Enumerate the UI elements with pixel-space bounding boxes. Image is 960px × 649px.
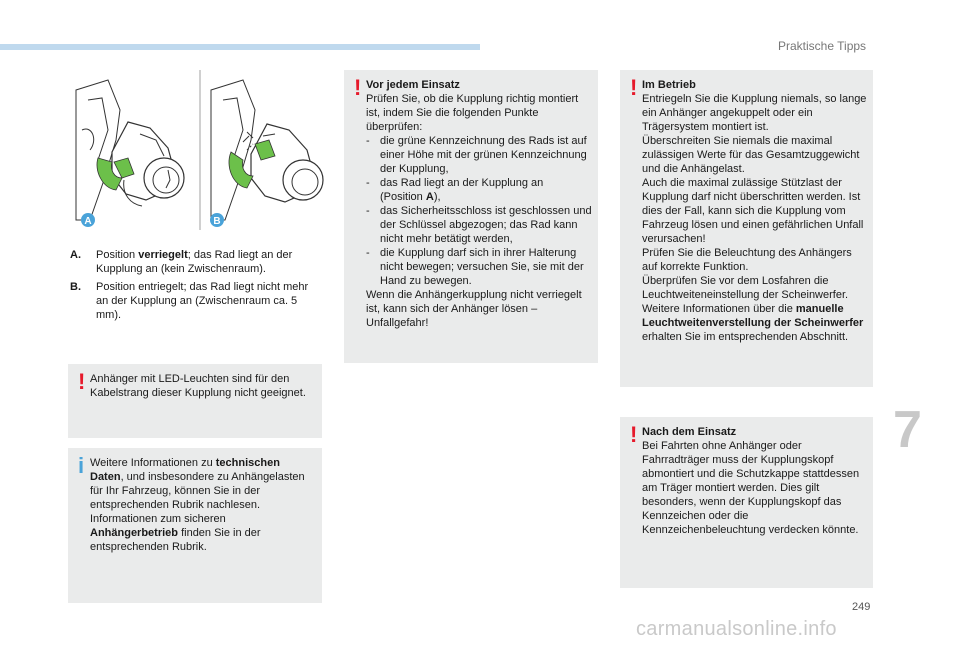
after-use-p1: Bei Fahrten ohne Anhänger oder Fahrradträger muss der Kupplungskopf abmontiert und die Schutzkappe stattdessen am Träger montiert werden. Dies gilt besonders, wenn der Kupplungskopf das Kennzeichen oder die Kennzeichenbeleuchtung verdecken könnte. [642, 440, 860, 536]
figure-b-unlocked [203, 70, 333, 230]
operation-title: Im Betrieb [642, 79, 696, 91]
page-number: 249 [852, 601, 871, 613]
section-title: Praktische Tipps [778, 39, 867, 53]
warning-icon: ! [630, 75, 638, 100]
info-paragraph-2: Informationen zum sicheren Anhängerbetrieb finden Sie in der entsprechenden Rubrik. [90, 513, 261, 553]
figure-divider [199, 70, 201, 230]
operation-p5: Überprüfen Sie vor dem Losfahren die Leuchtweiteneinstellung der Scheinwerfer. [642, 275, 849, 301]
after-use-title: Nach dem Einsatz [642, 426, 737, 438]
check-item-2: - das Rad liegt an der Kupplung an (Position A), [366, 177, 544, 203]
before-use-outro: Wenn die Anhängerkupplung nicht verriegelt ist, kann sich der Anhänger lösen – Unfallgefahr! [366, 289, 582, 329]
caption-b-text: Position entriegelt; das Rad liegt nicht mehr an der Kupplung an (Zwischenraum ca. 5 mm). [96, 281, 309, 321]
label-a-badge [80, 212, 96, 228]
after-use-box [620, 417, 873, 588]
header-bar [0, 44, 480, 50]
before-use-content [366, 70, 598, 336]
info-text [90, 448, 322, 560]
operation-content [642, 70, 873, 350]
led-warning-box [68, 364, 322, 438]
label-b-badge [209, 212, 225, 228]
check-item-1: - die grüne Kennzeichnung des Rads ist auf einer Höhe mit der grünen Kennzeichnung der Kupplung, [366, 135, 587, 175]
check-item-3: - das Sicherheitsschloss ist geschlossen und der Schlüssel abgezogen; das Rad kann nicht mehr betätigt werden, [366, 205, 592, 245]
before-use-title: Vor jedem Einsatz [366, 79, 460, 91]
caption-b [70, 280, 322, 322]
info-box [68, 448, 322, 603]
operation-p1: Entriegeln Sie die Kupplung niemals, so lange ein Anhänger angekuppelt oder ein Trägersystem montiert ist. [642, 93, 867, 133]
caption-a [70, 248, 322, 276]
before-use-box [344, 70, 598, 363]
chapter-number: 7 [893, 401, 922, 459]
caption-a-letter: A. [70, 249, 81, 261]
after-use-content [642, 417, 873, 543]
warning-icon: ! [354, 75, 362, 100]
operation-p4: Prüfen Sie die Beleuchtung des Anhängers auf korrekte Funktion. [642, 247, 852, 273]
caption-b-letter: B. [70, 281, 81, 293]
figure-a-locked [68, 70, 198, 230]
coupling-illustration-a [68, 70, 198, 230]
info-paragraph-1: Weitere Informationen zu technischen Daten, und insbesondere zu Anhängelasten für Ihr Fahrzeug, können Sie in der entsprechenden Rubrik nachlesen. [90, 457, 305, 511]
operation-p6: Weitere Informationen über die manuelle Leuchtweitenverstellung der Scheinwerfer erhalten Sie im entsprechenden Abschnitt. [642, 303, 864, 343]
operation-p3: Auch die maximal zulässige Stützlast der Kupplung darf nicht überschritten werden. Ist dies der Fall, kann sich die Kupplung vom Fahrzeug lösen und einen gefährlichen Unfall verursachen! [642, 177, 864, 245]
label-b-text: B [213, 216, 221, 227]
led-warning-text: Anhänger mit LED-Leuchten sind für den Kabelstrang dieser Kupplung nicht geeignet. [90, 373, 306, 399]
watermark: carmanualsonline.info [636, 618, 837, 640]
operation-p2: Überschreiten Sie niemals die maximal zulässigen Werte für das Gesamtzuggewicht und die Anhängelast. [642, 135, 860, 175]
check-item-4: - die Kupplung darf sich in ihrer Halterung nicht bewegen; versuchen Sie, sie mit der Hand zu bewegen. [366, 247, 584, 287]
warning-icon: ! [78, 369, 86, 394]
warning-icon: ! [630, 422, 638, 447]
info-icon: i [78, 453, 85, 478]
figure-captions [70, 248, 322, 326]
label-a-text: A [84, 216, 92, 227]
caption-a-text: Position verriegelt; das Rad liegt an der Kupplung an (kein Zwischenraum). [96, 249, 293, 275]
before-use-intro: Prüfen Sie, ob die Kupplung richtig montiert ist, indem Sie die folgenden Punkte überprüfen: [366, 93, 579, 133]
operation-box [620, 70, 873, 387]
coupling-illustration-b [203, 70, 333, 230]
